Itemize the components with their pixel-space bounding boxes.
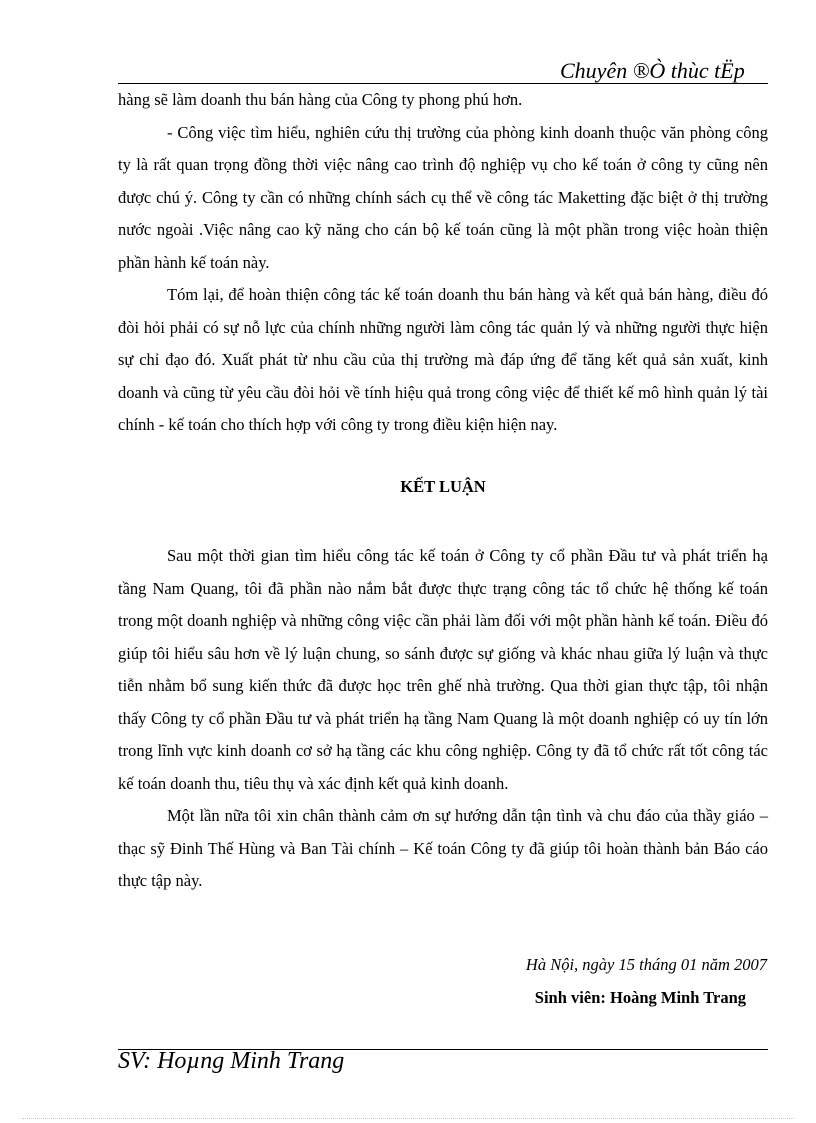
page-header-title: Chuyên ®Ò thùc tËp bbox=[560, 58, 745, 83]
paragraph-thanks: Một lần nữa tôi xin chân thành cảm ơn sự hướng dẫn tận tình và chu đáo của thầy giáo – thạc sỹ Đinh Thế Hùng và Ban Tài chính – Kế toán Công ty đã giúp tôi hoàn thành bản Báo cáo thực tập này. bbox=[118, 806, 768, 890]
paragraph-continuation: hàng sẽ làm doanh thu bán hàng của Công ty phong phú hơn. bbox=[118, 90, 523, 109]
paragraph-summary: Tóm lại, để hoàn thiện công tác kế toán doanh thu bán hàng và kết quả bán hàng, điều đó đòi hỏi phải có sự nỗ lực của chính những người làm công tác quản lý và những người thực hiện sự chỉ đạo đó. Xuất phát từ nhu cầu của thị trường mà đáp ứng để tăng kết quả sản xuất, kinh doanh và cũng từ yêu cầu đòi hỏi về tính hiệu quả trong công việc để thiết kế mô hình quản lý tài chính - kế toán cho thích hợp với công ty trong điều kiện hiện nay. bbox=[118, 285, 768, 434]
document-body bbox=[118, 84, 768, 898]
signature-date: Hà Nội, ngày 15 tháng 01 năm 2007 bbox=[525, 955, 767, 974]
page-bottom-edge bbox=[22, 1118, 794, 1119]
page-footer-student: SV: Hoµng Minh Trang bbox=[118, 1048, 345, 1074]
paragraph-market-research: - Công việc tìm hiểu, nghiên cứu thị trường của phòng kinh doanh thuộc văn phòng công ty là rất quan trọng đồng thời việc nâng cao trình độ nghiệp vụ cho kế toán ở công ty cũng nên được chú ý. Công ty cần có những chính sách cụ thể về công tác Maketting đặc biệt ở thị trường nước ngoài .Việc nâng cao kỹ năng cho cán bộ kế toán cũng là một phần trong việc hoàn thiện phần hành kế toán này. bbox=[118, 122, 768, 272]
paragraph-conclusion: Sau một thời gian tìm hiểu công tác kế toán ở Công ty cổ phần Đầu tư và phát triển hạ tầng Nam Quang, tôi đã phần nào nắm bắt được thực trạng công tác tổ chức hệ thống kế toán trong một doanh nghiệp và những công việc cần phải làm đối với một phần hành kế toán. Điều đó giúp tôi hiểu sâu hơn về lý luận chung, so sánh được sự giống và khác nhau giữa lý luận và thực tiễn nhằm bổ sung kiến thức đã được học trên ghế nhà trường. Qua thời gian thực tập, tôi nhận thấy Công ty cổ phần Đầu tư và phát triển hạ tầng Nam Quang là một doanh nghiệp có uy tín lớn trong lĩnh vực kinh doanh cơ sở hạ tầng các khu công nghiệp. Công ty đã tổ chức rất tốt công tác kế toán doanh thu, tiêu thụ và xác định kết quả kinh doanh. bbox=[118, 546, 768, 793]
signature-student: Sinh viên: Hoàng Minh Trang bbox=[534, 988, 746, 1007]
conclusion-heading: KẾT LUẬN bbox=[400, 476, 486, 496]
